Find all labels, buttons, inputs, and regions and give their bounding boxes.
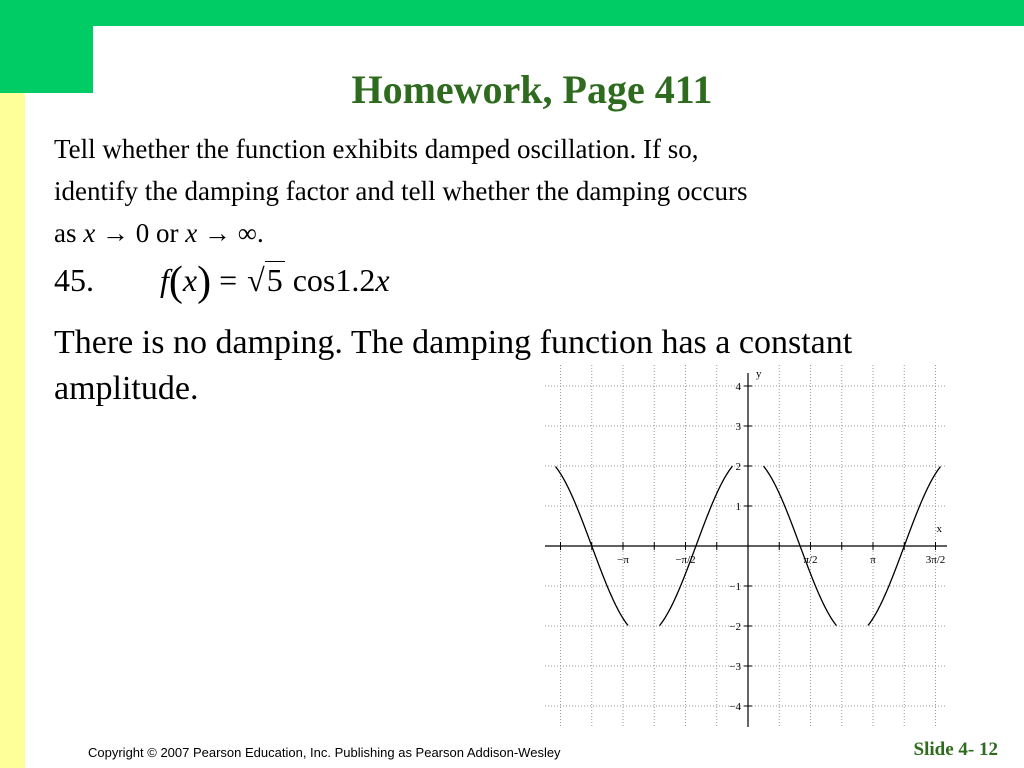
problem-number: 45. (54, 262, 94, 298)
question-var-x2: x (185, 218, 198, 248)
question-text (54, 128, 954, 254)
x-tick-label: 3π/2 (925, 554, 946, 566)
footer-copyright: Copyright © 2007 Pearson Education, Inc. Publishing as Pearson Addison-Wesley (88, 745, 561, 760)
y-tick-label: 4 (735, 381, 741, 393)
formula-equals: = (211, 262, 246, 298)
answer-text: There is no damping. The damping function has a constant amplitude. (54, 324, 853, 407)
y-tick-label: 1 (735, 501, 741, 513)
question-as: as (54, 218, 84, 248)
y-tick-label: 2 (735, 461, 741, 473)
left-side-strip (0, 93, 25, 768)
formula-paren-open: ( (168, 259, 183, 305)
formula-paren-close: ) (197, 259, 212, 305)
x-tick-label: π (870, 554, 876, 566)
formula-f: f (160, 262, 169, 298)
top-accent-bar (0, 0, 1024, 26)
formula-radicand: 5 (266, 262, 283, 298)
slide-title: Homework, Page 411 (351, 67, 713, 112)
footer-slide-number: Slide 4- 12 (913, 739, 998, 760)
formula-x: x (182, 262, 198, 298)
y-tick-label: −3 (729, 661, 741, 673)
problem-formula (160, 258, 390, 306)
y-tick-label: 3 (735, 421, 741, 433)
question-line-1: Tell whether the function exhibits damped oscillation. If so, (54, 134, 699, 164)
question-line-2: identify the damping factor and tell whether the damping occurs (54, 176, 748, 206)
question-limit-infinity: → ∞. (197, 218, 264, 248)
function-graph (545, 365, 947, 727)
x-axis-label: x (936, 523, 942, 535)
y-tick-label: −1 (729, 581, 741, 593)
x-tick-label: −π/2 (675, 554, 696, 566)
formula-radical (245, 262, 285, 299)
sqrt-symbol: √ (247, 262, 265, 298)
formula-cos: cos1.2 (284, 262, 376, 298)
x-tick-label: −π (617, 554, 629, 566)
question-line-3 (54, 212, 954, 254)
formula-cos-var: x (375, 262, 390, 298)
y-tick-label: −2 (729, 621, 741, 633)
x-tick-label: π/2 (803, 554, 818, 566)
question-limit-zero: → 0 or (95, 218, 186, 248)
y-axis-label: y (756, 368, 762, 380)
question-var-x1: x (83, 218, 96, 248)
y-tick-label: −4 (729, 701, 741, 713)
